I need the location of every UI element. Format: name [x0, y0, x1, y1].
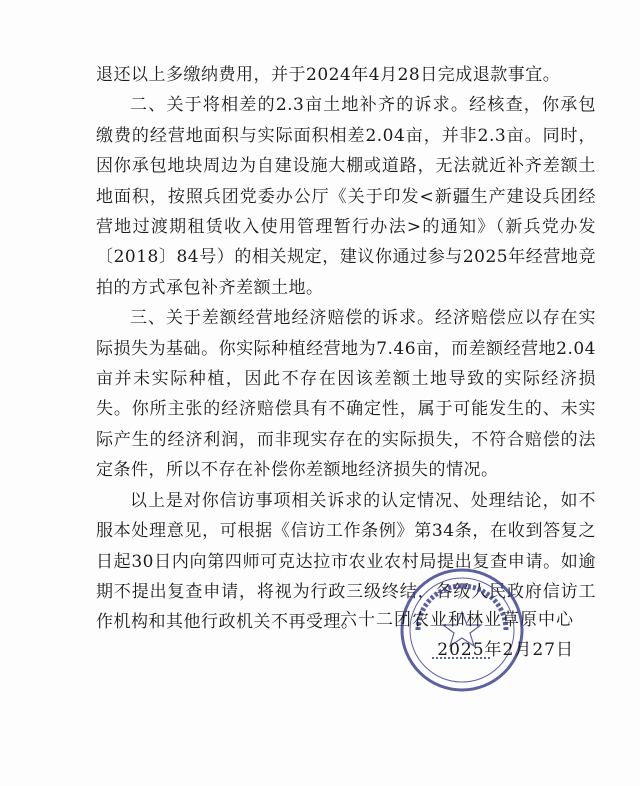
- signature-block: [340, 605, 574, 665]
- document-body: [96, 60, 596, 638]
- signature-org: 六十二团农业和林业草原中心: [340, 610, 574, 630]
- paragraph-3: 三、关于差额经营地经济赔偿的诉求。经济赔偿应以存在实际损失为基础。你实际种植经营地为7.46亩，而差额经营地2.04亩并未实际种植，因此不存在因该差额土地导致的实际经济损失。你所主张的经济赔偿具有不确定性，属于可能发生的、未实际产生的经济利润，而非现实存在的实际损失，不符合赔偿的法定条件，所以不存在补偿你差额地经济损失的情况。: [96, 308, 596, 481]
- signature-date: 2025年2月27日: [437, 640, 574, 660]
- paragraph-4: 以上是对你信访事项相关诉求的认定情况、处理结论，如不服本处理意见，可根据《信访工作条例》第34条，在收到答复之日起30日内向第四师可克达拉市农业农村局提出复查申请。如逾期不提出复查申请，将视为行政三级终结，各级人民政府信访工作机构和其他行政机关不再受理。: [96, 490, 596, 633]
- paragraph-1: 退还以上多缴纳费用，并于2024年4月28日完成退款事宜。: [96, 65, 561, 85]
- paragraph-2: 二、关于将相差的2.3亩土地补齐的诉求。经核查，你承包缴费的经营地面积与实际面积相差2.04亩，并非2.3亩。同时，因你承包地块周边为自建设施大棚或道路，无法就近补齐差额土地面积，按照兵团党委办公厅《关于印发<新疆生产建设兵团经营地过渡期租赁收入使用管理暂行办法>的通知》（新兵党办发〔2018〕84号）的相关规定，建议你通过参与2025年经营地竞拍的方式承包补齐差额土地。: [96, 95, 596, 298]
